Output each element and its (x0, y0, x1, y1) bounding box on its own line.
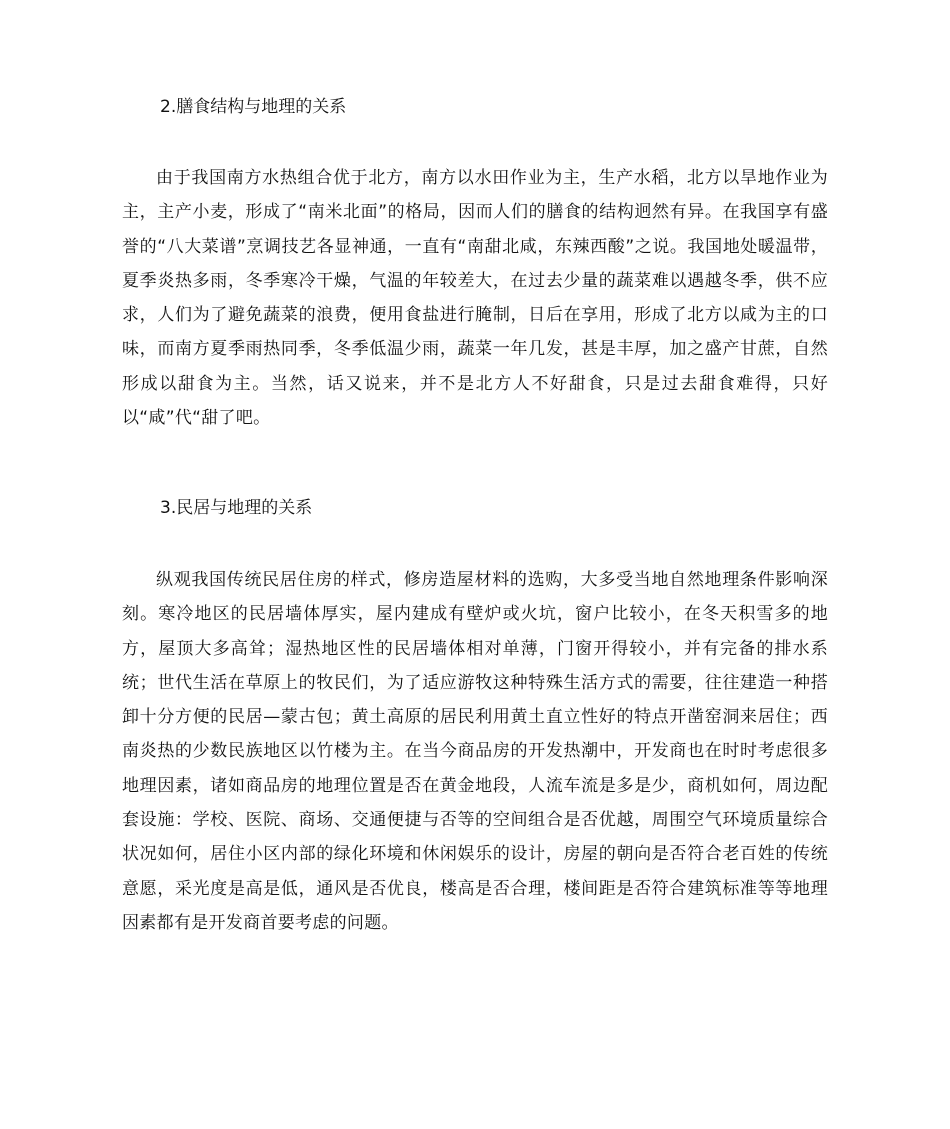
section-heading-dwelling-geography: 3.民居与地理的关系 (160, 498, 313, 518)
paragraph-diet-geography: 由于我国南方水热组合优于北方，南方以水田作业为主，生产水稻，北方以旱地作业为主，主产小麦，形成了“南米北面”的格局，因而人们的膳食的结构迥然有异。在我国享有盛誉的“八大菜谱”烹调技艺各显神通，一直有“南甜北咸，东辣西酸”之说。我国地处暖温带，夏季炎热多雨，冬季寒冷干燥，气温的年较差大，在过去少量的蔬菜难以遇越冬季，供不应求，人们为了避免蔬菜的浪费，便用食盐进行腌制，日后在享用，形成了北方以咸为主的口味，而南方夏季雨热同季，冬季低温少雨，蔬菜一年几发，甚是丰厚，加之盛产甘蔗，自然形成以甜食为主。当然，话又说来，并不是北方人不好甜食，只是过去甜食难得，只好以“咸”代“甜了吧。 (122, 168, 828, 429)
section-heading-diet-geography: 2.膳食结构与地理的关系 (160, 97, 347, 117)
paragraph-dwelling-geography: 纵观我国传统民居住房的样式，修房造屋材料的选购，大多受当地自然地理条件影响深刻。寒冷地区的民居墙体厚实，屋内建成有壁炉或火坑，窗户比较小，在冬天积雪多的地方，屋顶大多高耸；湿热地区性的民居墙体相对单薄，门窗开得较小，并有完备的排水系统；世代生活在草原上的牧民们，为了适应游牧这种特殊生活方式的需要，往往建造一种搭卸十分方便的民居—蒙古包；黄土高原的居民利用黄土直立性好的特点开凿窑洞来居住；西南炎热的少数民族地区以竹楼为主。在当今商品房的开发热潮中，开发商也在时时考虑很多地理因素，诸如商品房的地理位置是否在黄金地段，人流车流是多是少，商机如何，周边配套设施：学校、医院、商场、交通便捷与否等的空间组合是否优越，周围空气环境质量综合状况如何，居住小区内部的绿化环境和休闲娱乐的设计，房屋的朝向是否符合老百姓的传统意愿，采光度是高是低，通风是否优良，楼高是否合理，楼间距是否符合建筑标准等等地理因素都有是开发商首要考虑的问题。 (122, 570, 828, 933)
